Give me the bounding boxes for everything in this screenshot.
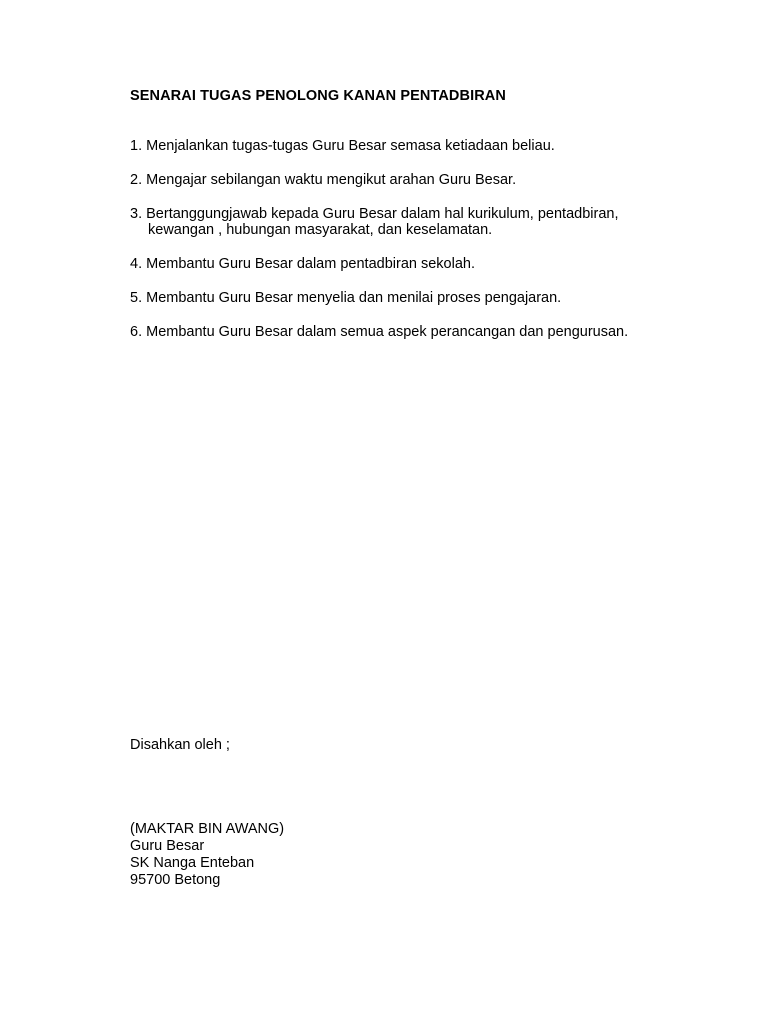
list-item-text-continued: kewangan , hubungan masyarakat, dan keselamatan. (148, 222, 493, 238)
list-item-number: 4. (130, 256, 143, 272)
signature-block (130, 821, 284, 889)
signatory-position: Guru Besar (130, 838, 205, 854)
list-item (130, 324, 628, 340)
list-item-number: 1. (130, 138, 143, 154)
list-item-text: Bertanggungjawab kepada Guru Besar dalam hal kurikulum, pentadbiran, (146, 206, 619, 222)
list-item-number: 6. (130, 324, 143, 340)
signatory-school: SK Nanga Enteban (130, 855, 255, 871)
document-title: SENARAI TUGAS PENOLONG KANAN PENTADBIRAN (130, 88, 506, 104)
duty-list (130, 138, 628, 340)
list-item-text: Membantu Guru Besar dalam pentadbiran sekolah. (146, 256, 475, 272)
list-item-number: 3. (130, 206, 143, 222)
list-item-number: 2. (130, 172, 143, 188)
list-item-text: Menjalankan tugas-tugas Guru Besar semasa ketiadaan beliau. (146, 138, 555, 154)
list-item-text: Membantu Guru Besar menyelia dan menilai proses pengajaran. (146, 290, 562, 306)
list-item (130, 206, 628, 238)
list-item-text: Mengajar sebilangan waktu mengikut arahan Guru Besar. (146, 172, 517, 188)
list-item (130, 290, 628, 306)
list-item (130, 138, 628, 154)
list-item (130, 172, 628, 188)
list-item-text: Membantu Guru Besar dalam semua aspek perancangan dan pengurusan. (146, 324, 629, 340)
list-item (130, 256, 628, 272)
signatory-address: 95700 Betong (130, 872, 221, 888)
approval-label: Disahkan oleh ; (130, 737, 230, 753)
signatory-name: (MAKTAR BIN AWANG) (130, 821, 285, 837)
list-item-number: 5. (130, 290, 143, 306)
